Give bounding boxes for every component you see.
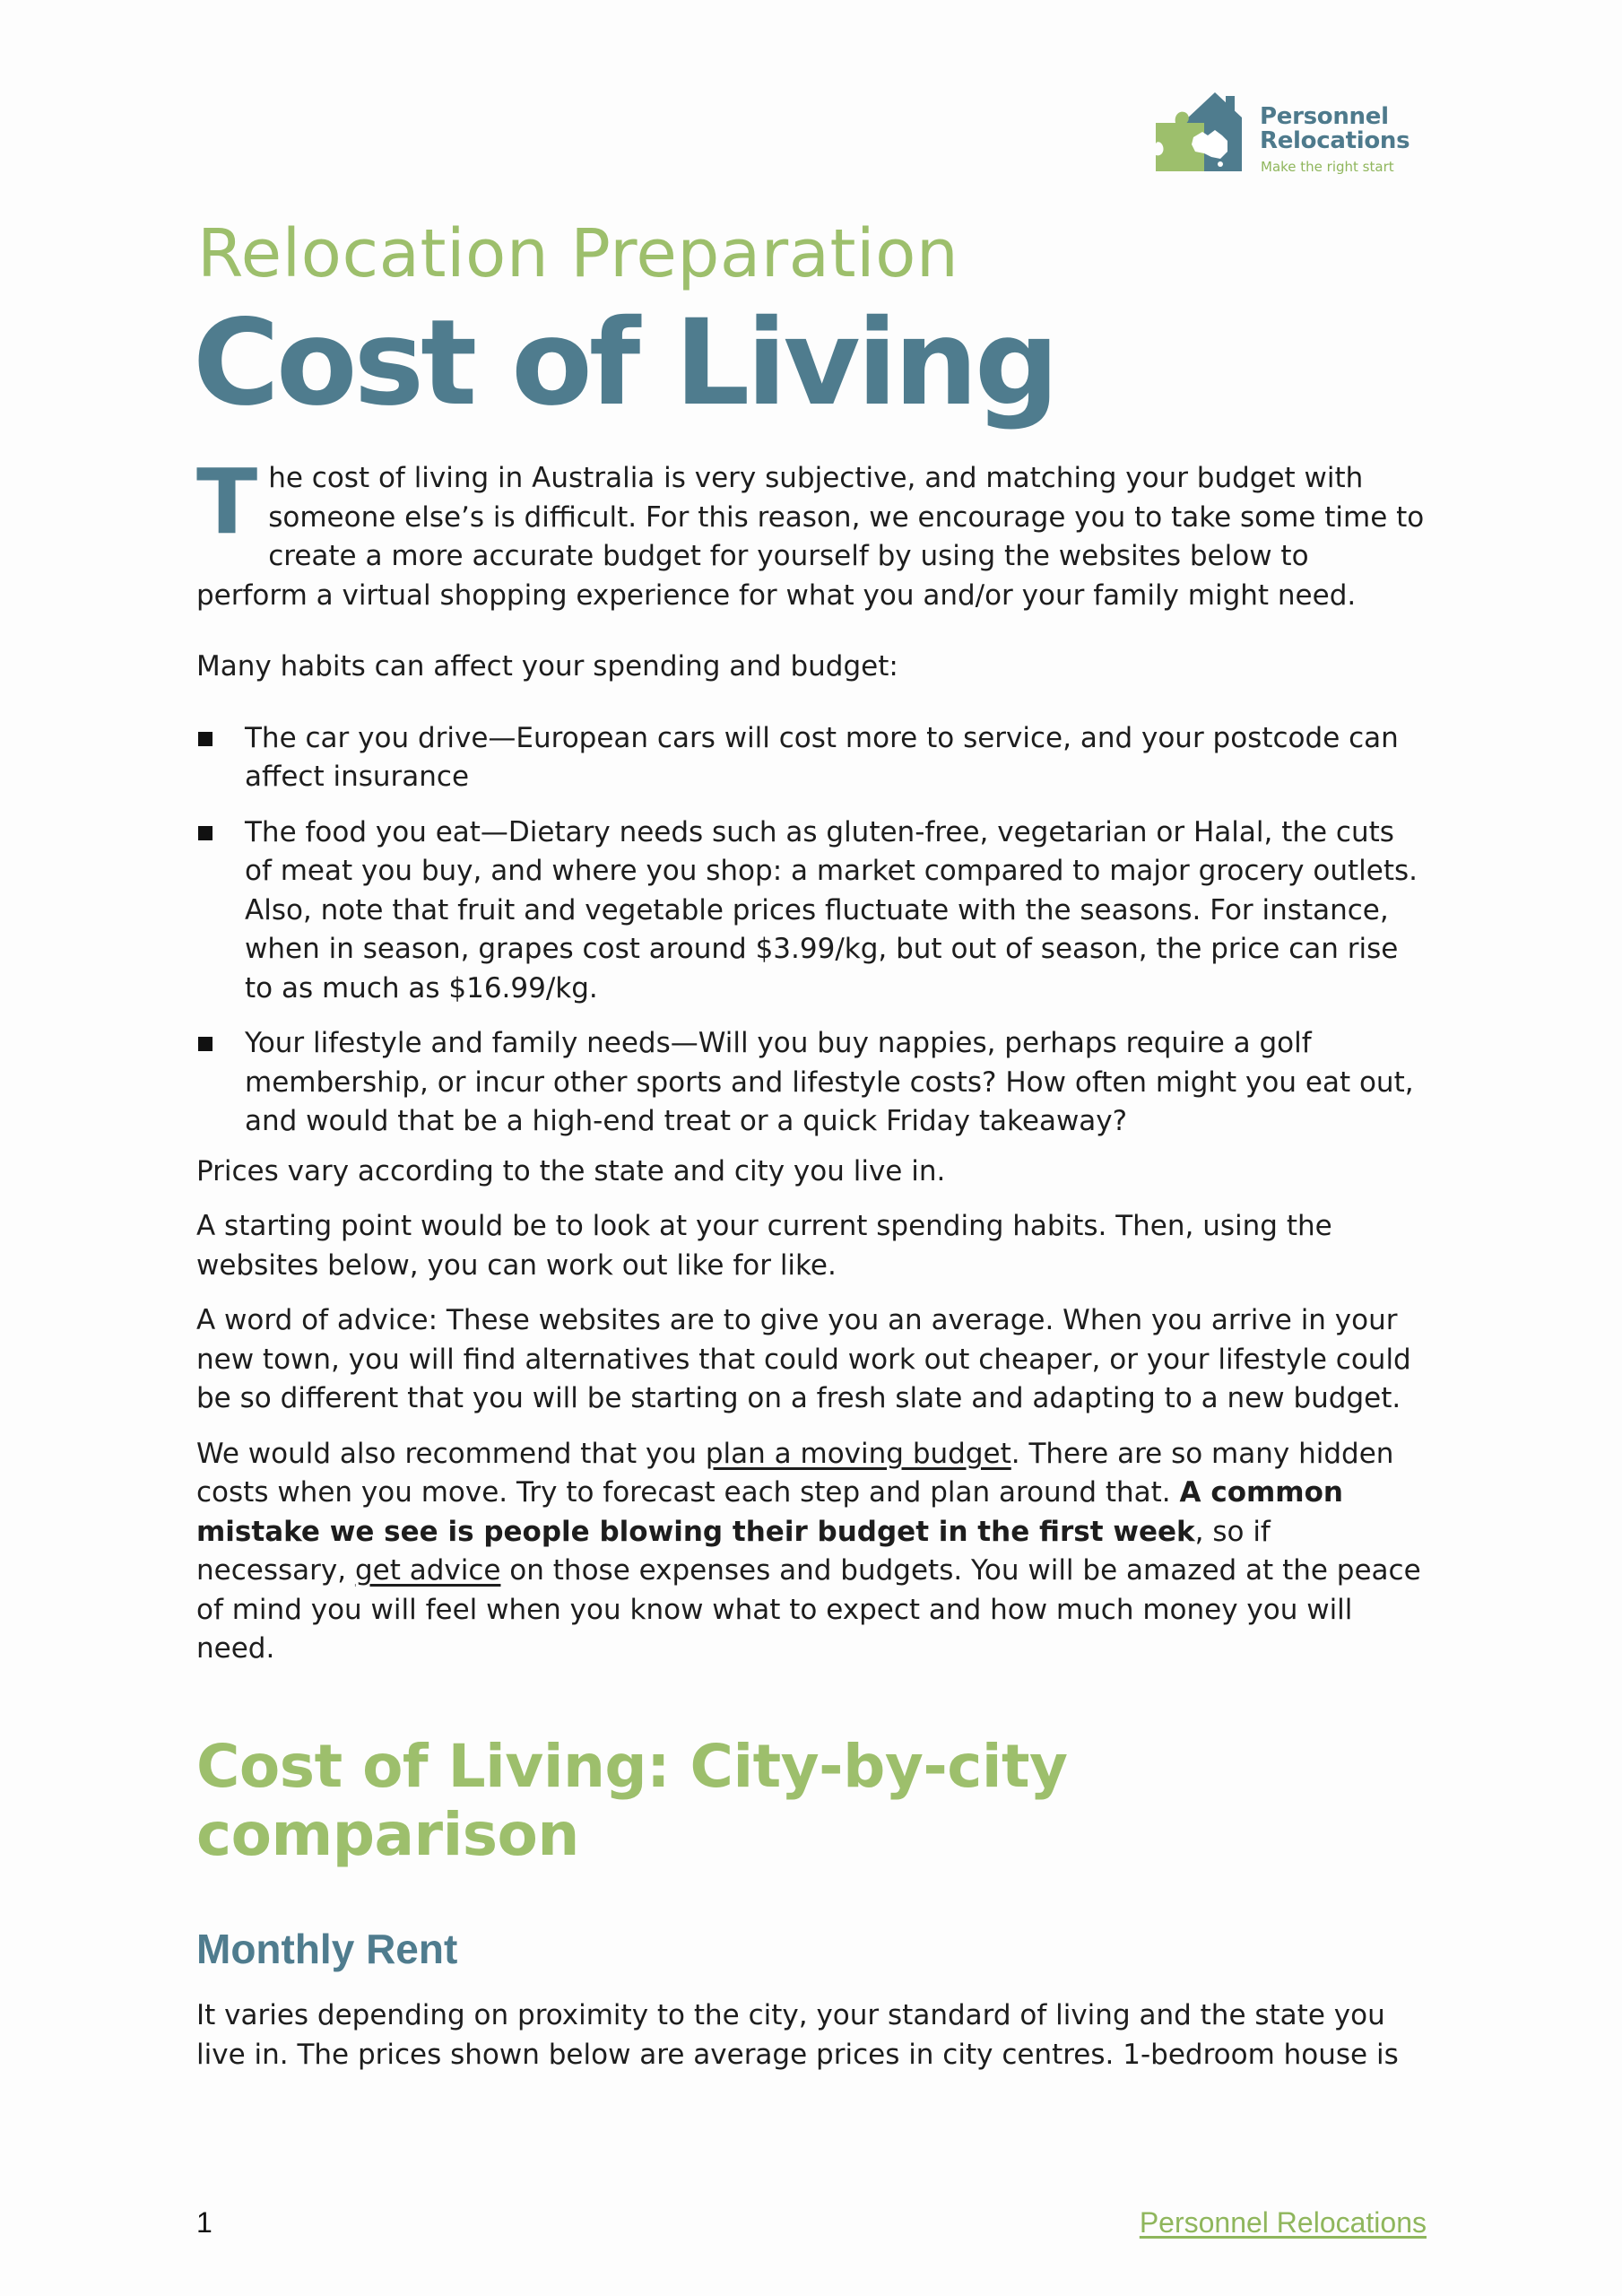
bullet-square-icon xyxy=(198,732,213,746)
habits-list xyxy=(196,719,1427,1142)
list-item: The car you drive—European cars will cost more to service, and your postcode can affect insurance xyxy=(196,719,1427,797)
page-title: Cost of Living xyxy=(193,294,1056,432)
list-item: Your lifestyle and family needs—Will you buy nappies, perhaps require a golf membership, or incur other sports and lifestyle costs? How often might you eat out, and would that be a high-end treat or a quick Friday takeaway? xyxy=(196,1024,1427,1142)
footer-company-link[interactable]: Personnel Relocations xyxy=(1139,2206,1427,2239)
intro-paragraph: The cost of living in Australia is very subjective, and matching your budget with someone else’s is difficult. For this reason, we encourage you to take some time to create a more accurate budget for yourself by using the websites below to perform a virtual shopping experience for what you and/or your family might need. xyxy=(196,449,1425,612)
drop-cap: T xyxy=(196,449,258,554)
habits-lead: Many habits can affect your spending and budget: xyxy=(196,650,898,683)
common-mistake-emphasis: A common mistake we see is people blowing their budget in the first week xyxy=(196,1476,1343,1548)
get-advice-link[interactable]: get advice xyxy=(354,1554,501,1587)
list-item: The food you eat—Dietary needs such as gluten-free, vegetarian or Halal, the cuts of meat you buy, and where you shop: a market compared to major grocery outlets. Also, note that fruit and vegetable prices fluctuate with the seasons. For instance, when in season, grapes cost around $3.99/kg, but out of season, the price can rise to as much as $16.99/kg. xyxy=(196,813,1427,1009)
rent-paragraph: It varies depending on proximity to the city, your standard of living and the state you live in. The prices shown below are average prices in city centres. 1-bedroom house is xyxy=(196,1999,1399,2071)
bullet-square-icon xyxy=(198,1037,213,1051)
intro-section xyxy=(196,449,1427,1669)
house-puzzle-australia-icon xyxy=(1152,85,1258,175)
company-logo xyxy=(1152,85,1439,184)
recommend-paragraph: We would also recommend that you plan a moving budget. There are so many hidden costs when you move. Try to forecast each step and plan around that. A common mistake we see is people blowing their budget in the first week, so if necessary, get advice on those expenses and budgets. You will be amazed at the peace of mind you will feel when you know what to expect and how much money you will need. xyxy=(196,1437,1421,1665)
advice-paragraph: A word of advice: These websites are to give you an average. When you arrive in your new town, you will find alternatives that could work out cheaper, or your lifestyle could be so different that you will be starting on a fresh slate and adapting to a new budget. xyxy=(196,1304,1411,1414)
prices-paragraph: Prices vary according to the state and city you live in. xyxy=(196,1154,946,1187)
bullet-square-icon xyxy=(198,826,213,840)
logo-wordmark: Personnel Relocations xyxy=(1260,103,1410,154)
plan-moving-budget-link[interactable]: plan a moving budget xyxy=(705,1437,1011,1470)
page-kicker: Relocation Preparation xyxy=(197,215,959,292)
monthly-rent-heading: Monthly Rent xyxy=(196,1926,458,1972)
starting-point-paragraph: A starting point would be to look at your current spending habits. Then, using the websites below, you can work out like for like. xyxy=(196,1210,1332,1282)
section-heading: Cost of Living: City-by-city comparison xyxy=(196,1732,1068,1869)
page-number: 1 xyxy=(196,2206,213,2239)
logo-tagline: Make the right start xyxy=(1261,159,1394,175)
